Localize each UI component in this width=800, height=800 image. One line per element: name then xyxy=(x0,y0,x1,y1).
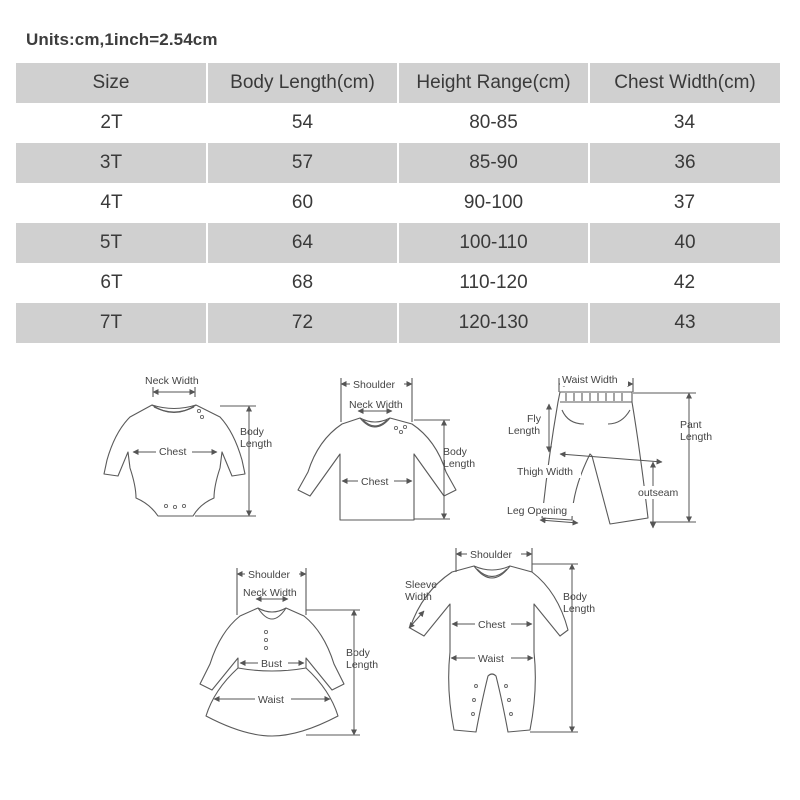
cell-size: 6T xyxy=(16,263,207,303)
snap-icon xyxy=(505,685,508,688)
cell-size: 2T xyxy=(16,103,207,143)
snap-icon xyxy=(173,505,176,508)
label-chest: Chest xyxy=(159,446,187,458)
cell-body-length: 60 xyxy=(207,183,398,223)
label-waist: Waist xyxy=(258,694,284,706)
button-icon xyxy=(264,630,267,633)
label-chest: Chest xyxy=(478,619,506,631)
table-header-row xyxy=(16,63,780,103)
cell-body-length: 54 xyxy=(207,103,398,143)
cell-chest-width: 40 xyxy=(589,223,780,263)
button-icon xyxy=(197,409,200,412)
dress-outline xyxy=(200,608,344,736)
label-outseam: outseam xyxy=(638,487,679,499)
units-note: Units:cm,1inch=2.54cm xyxy=(26,30,218,49)
dress-diagram xyxy=(200,567,378,736)
cell-chest-width: 43 xyxy=(589,303,780,343)
tshirt-outline xyxy=(298,418,456,520)
label-neck-width: Neck Width xyxy=(145,375,199,387)
label-length: Length xyxy=(563,603,596,615)
table-row xyxy=(16,303,780,343)
label-waist: Waist xyxy=(478,653,504,665)
label-fly-length: Length xyxy=(508,425,541,437)
label-length: Length xyxy=(240,438,273,450)
cell-height-range: 85-90 xyxy=(398,143,589,183)
table-row xyxy=(16,263,780,303)
table-row xyxy=(16,143,780,183)
header-body-length: Body Length(cm) xyxy=(207,63,398,103)
snap-icon xyxy=(473,699,476,702)
cell-height-range: 80-85 xyxy=(398,103,589,143)
cell-height-range: 110-120 xyxy=(398,263,589,303)
header-chest-width: Chest Width(cm) xyxy=(589,63,780,103)
snap-icon xyxy=(508,699,511,702)
button-icon xyxy=(403,425,406,428)
label-waist-width: Waist Width xyxy=(562,374,618,386)
cell-height-range: 120-130 xyxy=(398,303,589,343)
label-shoulder: Shoulder xyxy=(353,379,396,391)
snap-icon xyxy=(182,504,185,507)
label-body: Body xyxy=(563,591,587,603)
romper-diagram xyxy=(405,547,595,732)
snap-icon xyxy=(164,504,167,507)
cell-size: 7T xyxy=(16,303,207,343)
table-row xyxy=(16,103,780,143)
label-neck-width: Neck Width xyxy=(349,399,403,411)
cell-chest-width: 34 xyxy=(589,103,780,143)
label-shoulder: Shoulder xyxy=(470,549,513,561)
cell-body-length: 64 xyxy=(207,223,398,263)
bodysuit-outline xyxy=(104,405,245,516)
snap-icon xyxy=(475,685,478,688)
snap-icon xyxy=(472,713,475,716)
label-chest: Chest xyxy=(361,476,389,488)
table-row xyxy=(16,223,780,263)
cell-chest-width: 42 xyxy=(589,263,780,303)
tshirt-diagram xyxy=(298,377,475,520)
label-thigh-width: Thigh Width xyxy=(517,466,574,478)
label-pant: Pant xyxy=(680,419,702,431)
pants-diagram xyxy=(505,373,712,528)
cell-chest-width: 36 xyxy=(589,143,780,183)
label-body: Body xyxy=(240,426,264,438)
cell-body-length: 72 xyxy=(207,303,398,343)
cell-height-range: 90-100 xyxy=(398,183,589,223)
label-shoulder: Shoulder xyxy=(248,569,291,581)
label-bust: Bust xyxy=(261,658,283,670)
label-sleeve-width: Width xyxy=(405,591,432,603)
label-body: Body xyxy=(443,446,467,458)
button-icon xyxy=(264,646,267,649)
label-neck-width: Neck Width xyxy=(243,587,297,599)
cell-chest-width: 37 xyxy=(589,183,780,223)
button-icon xyxy=(394,426,397,429)
cell-body-length: 68 xyxy=(207,263,398,303)
label-pant-length: Length xyxy=(680,431,713,443)
button-icon xyxy=(399,430,402,433)
cell-body-length: 57 xyxy=(207,143,398,183)
table-row xyxy=(16,183,780,223)
button-icon xyxy=(200,415,203,418)
cell-height-range: 100-110 xyxy=(398,223,589,263)
cell-size: 3T xyxy=(16,143,207,183)
label-body: Body xyxy=(346,647,370,659)
label-fly: Fly xyxy=(527,413,541,425)
button-icon xyxy=(264,638,267,641)
label-length: Length xyxy=(346,659,379,671)
label-leg-opening: Leg Opening xyxy=(507,505,568,517)
cell-size: 4T xyxy=(16,183,207,223)
size-chart-table xyxy=(16,63,780,343)
snap-icon xyxy=(510,713,513,716)
cell-size: 5T xyxy=(16,223,207,263)
label-sleeve: Sleeve xyxy=(405,579,438,591)
measurement-diagrams xyxy=(0,360,800,800)
label-length: Length xyxy=(443,458,476,470)
header-height-range: Height Range(cm) xyxy=(398,63,589,103)
header-size: Size xyxy=(16,63,207,103)
bodysuit-diagram xyxy=(104,375,272,516)
